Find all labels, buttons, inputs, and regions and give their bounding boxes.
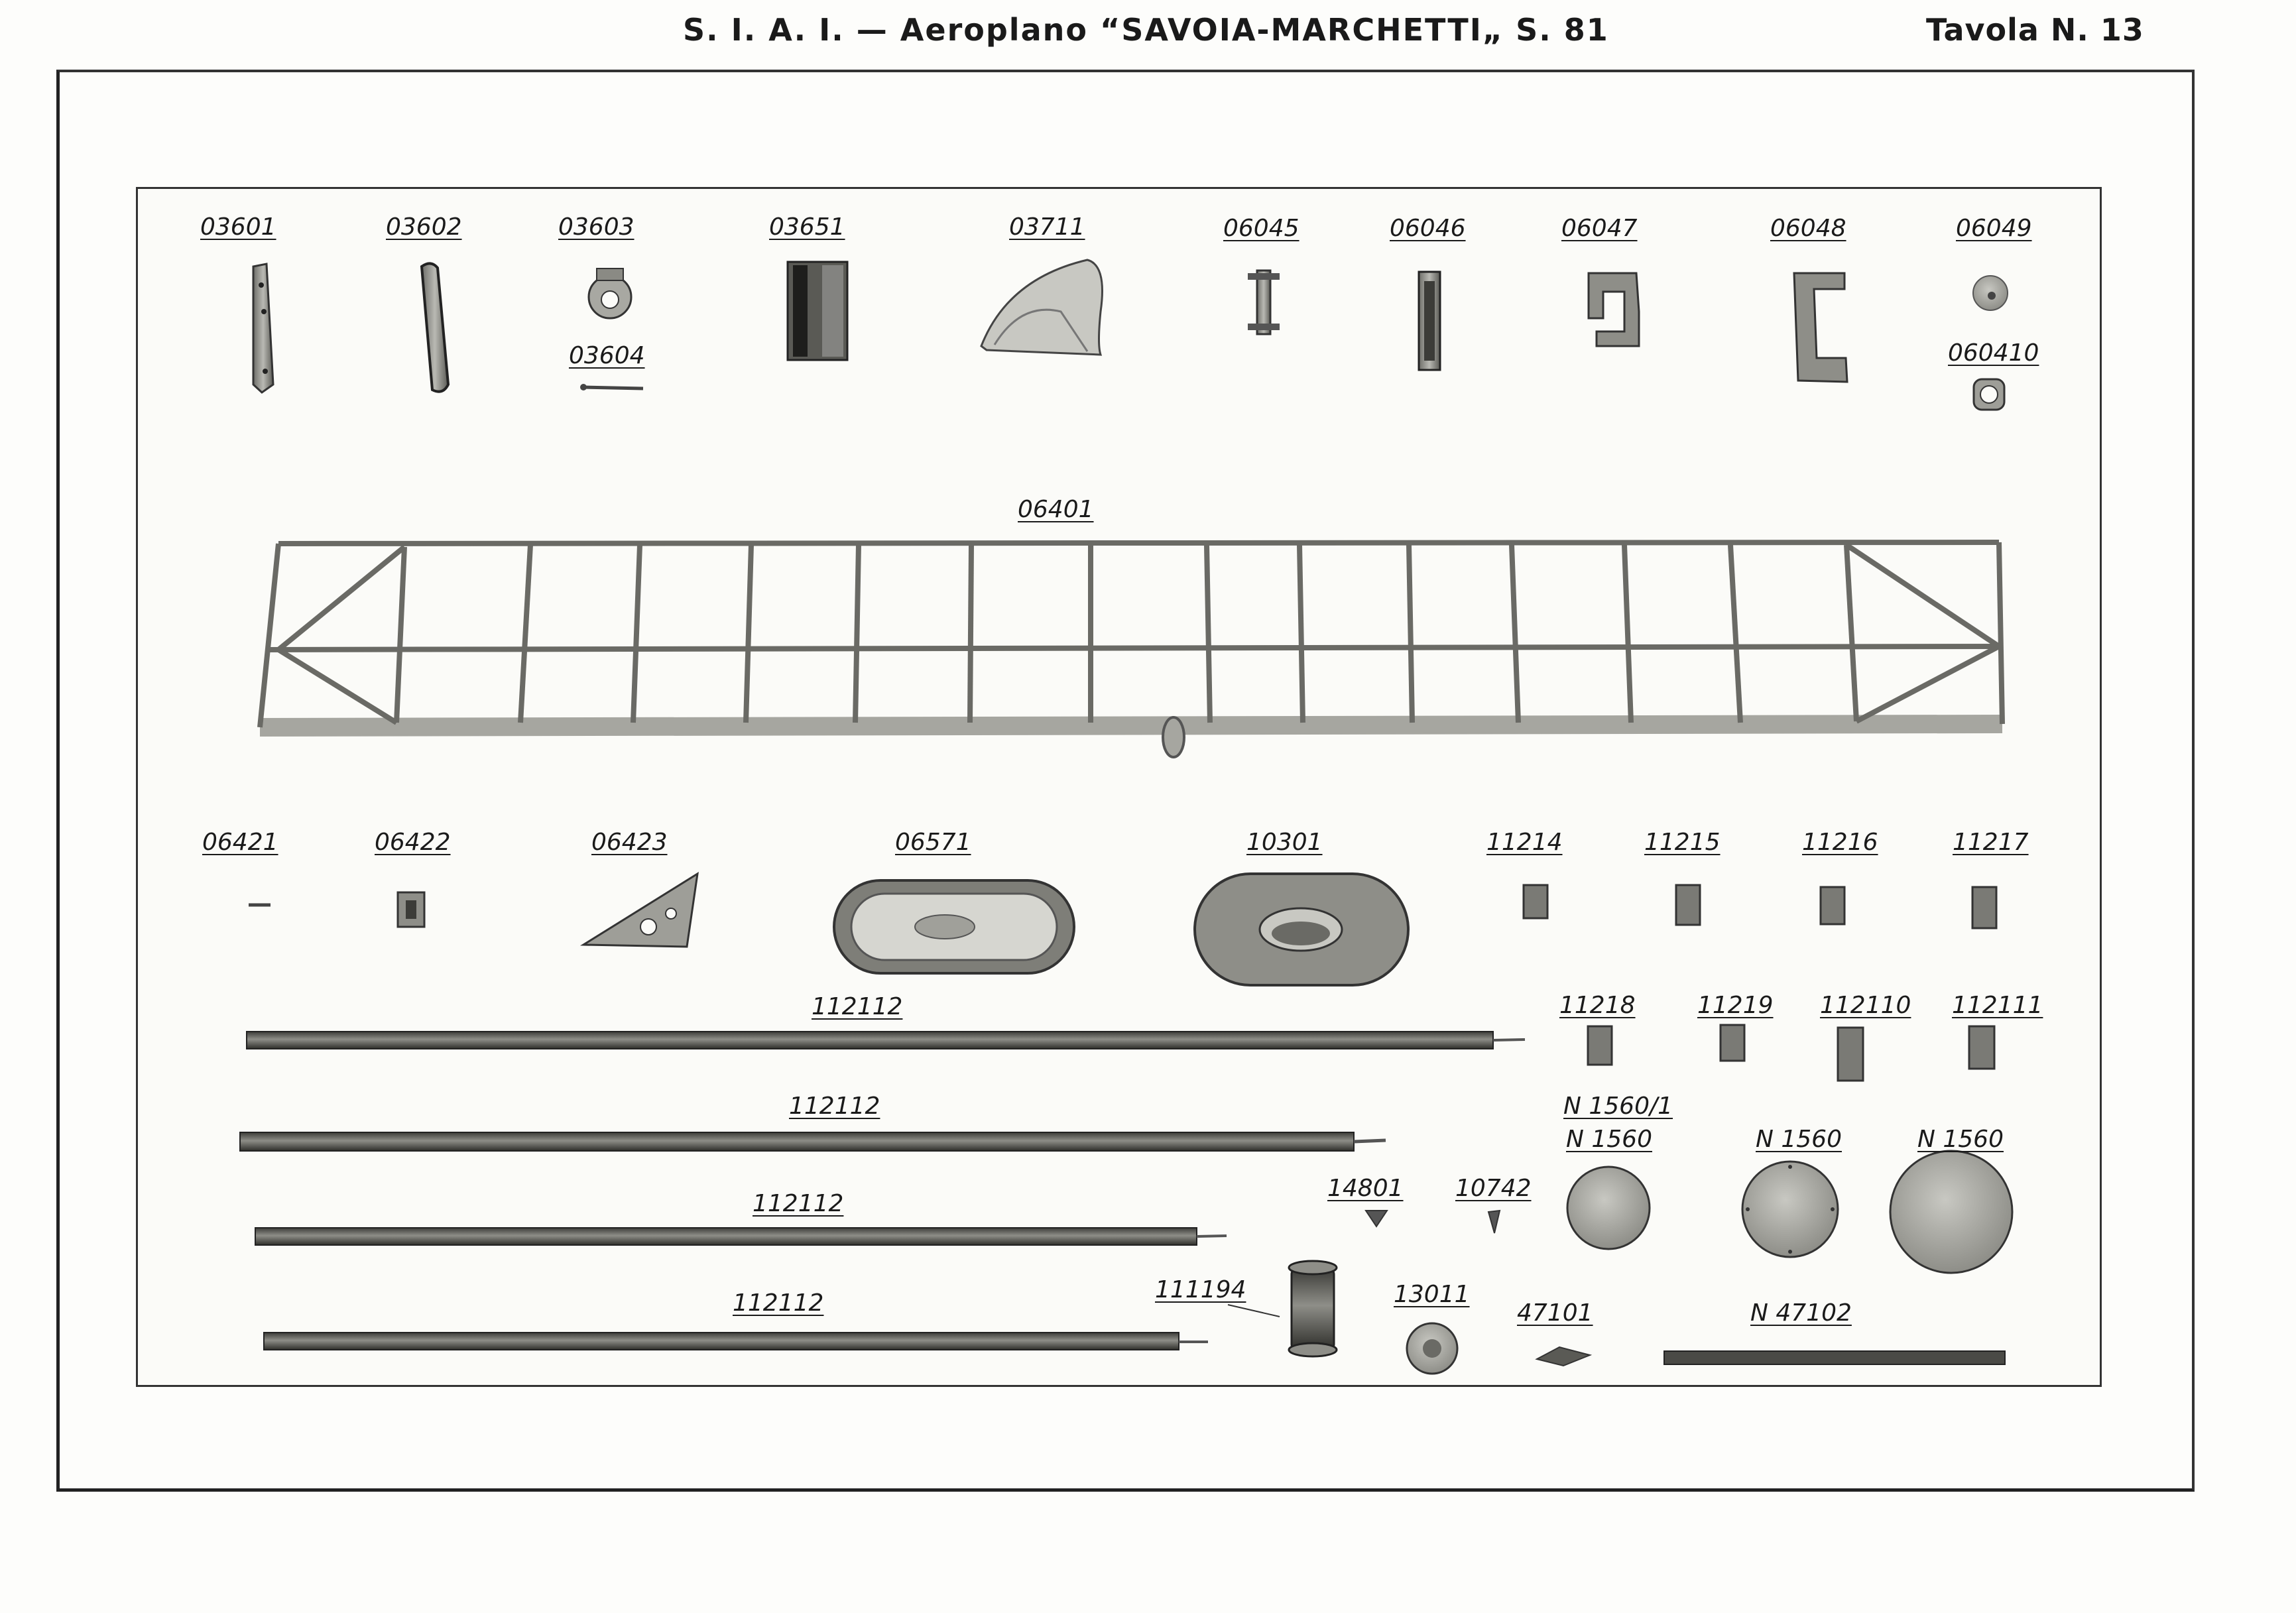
- part-label: 03603: [558, 213, 634, 241]
- part-label: 03602: [386, 213, 462, 241]
- part-47101-illustration: [1537, 1347, 1590, 1366]
- part-N1560-disc-3: [1890, 1151, 2012, 1273]
- part-label: 03651: [769, 213, 845, 241]
- part-label: 10742: [1455, 1175, 1532, 1202]
- part-label: 112112: [733, 1289, 824, 1317]
- part-label: 11214: [1486, 829, 1563, 856]
- part-112111-illustration: [1969, 1026, 1994, 1069]
- part-112112-tube-3: [255, 1228, 1227, 1245]
- part-11218-illustration: [1588, 1026, 1612, 1065]
- part-03601-illustration: [253, 264, 273, 392]
- part-label: N 1560: [1917, 1126, 2004, 1153]
- part-06422-illustration: [398, 892, 424, 927]
- part-060410-illustration: [1974, 379, 2004, 410]
- part-10301-illustration: [1195, 874, 1408, 985]
- part-112110-illustration: [1838, 1028, 1863, 1081]
- part-label: 06423: [591, 829, 668, 856]
- part-label: 06046: [1390, 215, 1466, 242]
- page-title: S. I. A. I. — Aeroplano “SAVOIA-MARCHETTI„ S. 81: [683, 12, 1609, 48]
- part-06048-illustration: [1794, 273, 1847, 382]
- part-11216-illustration: [1821, 887, 1844, 924]
- part-06047-illustration: [1589, 273, 1639, 346]
- part-11215-illustration: [1676, 885, 1700, 925]
- part-label: 06045: [1223, 215, 1299, 242]
- part-label: 11218: [1559, 992, 1636, 1019]
- part-label: 11217: [1953, 829, 2029, 856]
- part-label: N 1560: [1566, 1126, 1652, 1153]
- part-label: 14801: [1327, 1175, 1404, 1202]
- part-06571-illustration: [834, 880, 1074, 973]
- part-label: 11219: [1697, 992, 1774, 1019]
- part-label: 03711: [1009, 213, 1085, 241]
- part-06049-illustration: [1973, 276, 2008, 310]
- part-label: 03601: [200, 213, 276, 241]
- part-label: 06571: [895, 829, 971, 856]
- part-label: 111194: [1155, 1276, 1246, 1303]
- part-10742-illustration: [1488, 1211, 1500, 1233]
- part-11219-illustration: [1721, 1025, 1744, 1061]
- part-label: 06048: [1770, 215, 1846, 242]
- part-label: 112112: [789, 1093, 880, 1120]
- part-112112-tube-1: [247, 1032, 1525, 1049]
- part-label: 10301: [1246, 829, 1323, 856]
- part-label: 112112: [753, 1190, 844, 1217]
- part-label: 112112: [812, 993, 903, 1020]
- part-label: N 1560/1: [1563, 1093, 1673, 1120]
- part-label: 060410: [1948, 339, 2039, 367]
- part-label: 06049: [1956, 215, 2032, 242]
- part-03602-illustration: [422, 263, 448, 391]
- part-N47102-illustration: [1664, 1351, 2005, 1364]
- part-14801-illustration: [1366, 1211, 1387, 1226]
- part-111194-illustration: [1228, 1261, 1337, 1356]
- part-label: 06421: [202, 829, 278, 856]
- part-11217-illustration: [1972, 887, 1996, 928]
- plate-number: Tavola N. 13: [1926, 12, 2144, 48]
- part-06046-illustration: [1419, 272, 1440, 370]
- part-03651-illustration: [788, 262, 847, 360]
- part-label: 11216: [1802, 829, 1878, 856]
- part-06045-illustration: [1248, 270, 1280, 334]
- part-label: 112110: [1820, 992, 1911, 1019]
- part-label: N 1560: [1756, 1126, 1842, 1153]
- part-03604-illustration: [580, 384, 643, 390]
- part-label: N 47102: [1750, 1299, 1852, 1327]
- part-13011-illustration: [1407, 1323, 1457, 1374]
- part-label: 03604: [569, 342, 645, 369]
- part-06423-illustration: [583, 874, 697, 947]
- part-label: 13011: [1394, 1281, 1470, 1308]
- part-label: 112111: [1952, 992, 2043, 1019]
- part-N1560-disc-2: [1742, 1162, 1838, 1257]
- part-03711-illustration: [981, 260, 1103, 355]
- part-label: 06422: [375, 829, 451, 856]
- part-11214-illustration: [1524, 885, 1547, 918]
- part-label: 06401: [1018, 496, 1094, 523]
- part-112112-tube-4: [264, 1333, 1208, 1350]
- part-label: 06047: [1561, 215, 1638, 242]
- part-03603-illustration: [589, 269, 631, 318]
- part-112112-tube-2: [240, 1132, 1386, 1151]
- part-label: 11215: [1644, 829, 1721, 856]
- part-06401-illustration: [260, 542, 2002, 757]
- part-N1560-disc-1: [1567, 1167, 1650, 1249]
- part-label: 47101: [1517, 1299, 1593, 1327]
